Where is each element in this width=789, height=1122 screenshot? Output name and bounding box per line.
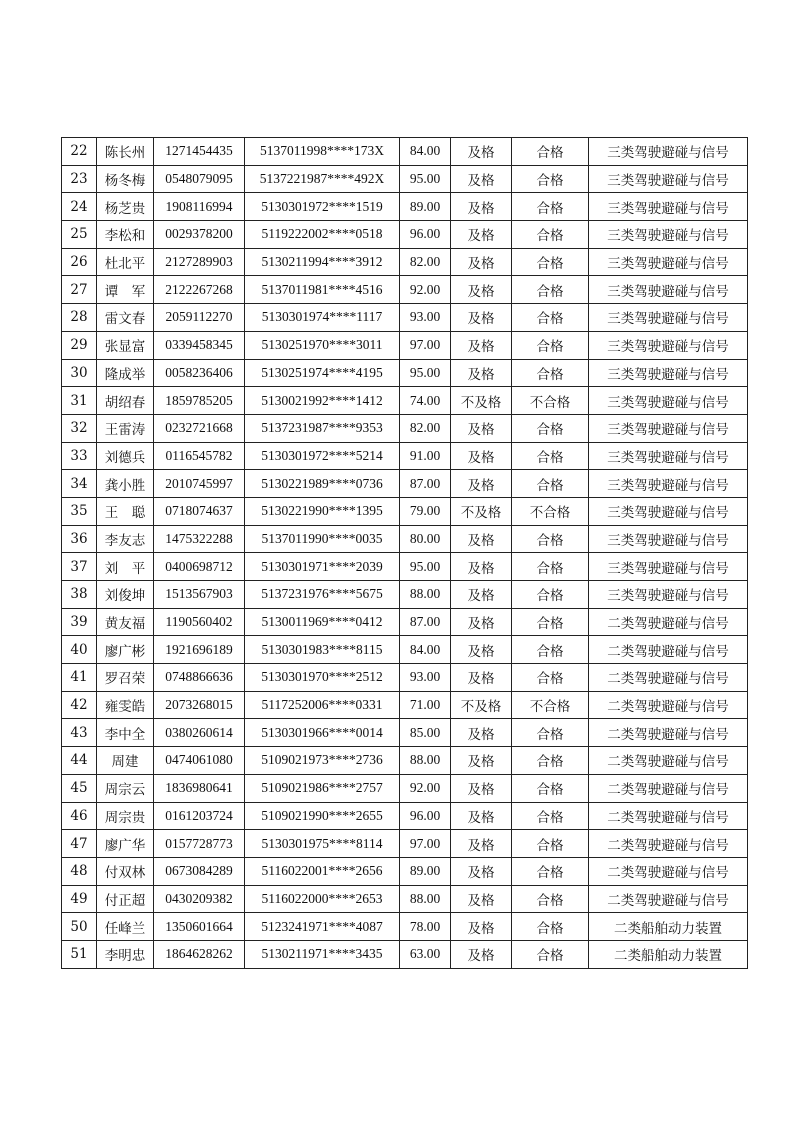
phone-cell: 2127289903 xyxy=(154,248,245,276)
subject-cell: 二类驾驶避碰与信号 xyxy=(589,857,748,885)
id-number-cell: 5130301970****2512 xyxy=(245,664,400,692)
exam-status-cell: 及格 xyxy=(451,774,512,802)
row-number: 37 xyxy=(62,553,97,581)
phone-cell: 0400698712 xyxy=(154,553,245,581)
score-cell: 71.00 xyxy=(400,691,451,719)
id-number-cell: 5137221987****492X xyxy=(245,165,400,193)
score-cell: 89.00 xyxy=(400,193,451,221)
phone-cell: 1836980641 xyxy=(154,774,245,802)
subject-cell: 三类驾驶避碰与信号 xyxy=(589,387,748,415)
table-row xyxy=(62,248,748,276)
exam-status-cell: 及格 xyxy=(451,165,512,193)
name-cell: 周宗云 xyxy=(97,774,154,802)
phone-cell: 1513567903 xyxy=(154,581,245,609)
result-status-cell: 合格 xyxy=(512,553,589,581)
subject-cell: 三类驾驶避碰与信号 xyxy=(589,442,748,470)
score-cell: 84.00 xyxy=(400,138,451,166)
table-row xyxy=(62,664,748,692)
phone-cell: 1475322288 xyxy=(154,525,245,553)
row-number: 38 xyxy=(62,581,97,609)
table-row xyxy=(62,387,748,415)
row-number: 27 xyxy=(62,276,97,304)
subject-cell: 三类驾驶避碰与信号 xyxy=(589,248,748,276)
score-cell: 82.00 xyxy=(400,414,451,442)
id-number-cell: 5123241971****4087 xyxy=(245,913,400,941)
exam-status-cell: 及格 xyxy=(451,470,512,498)
exam-status-cell: 及格 xyxy=(451,747,512,775)
exam-status-cell: 及格 xyxy=(451,719,512,747)
result-status-cell: 合格 xyxy=(512,940,589,968)
score-cell: 88.00 xyxy=(400,885,451,913)
table-row xyxy=(62,940,748,968)
row-number: 48 xyxy=(62,857,97,885)
subject-cell: 三类驾驶避碰与信号 xyxy=(589,331,748,359)
phone-cell: 2010745997 xyxy=(154,470,245,498)
exam-status-cell: 及格 xyxy=(451,359,512,387)
score-cell: 92.00 xyxy=(400,774,451,802)
score-cell: 82.00 xyxy=(400,248,451,276)
subject-cell: 三类驾驶避碰与信号 xyxy=(589,470,748,498)
name-cell: 陈长州 xyxy=(97,138,154,166)
table-row xyxy=(62,193,748,221)
result-status-cell: 合格 xyxy=(512,857,589,885)
score-cell: 88.00 xyxy=(400,581,451,609)
result-status-cell: 合格 xyxy=(512,414,589,442)
table-row xyxy=(62,470,748,498)
exam-status-cell: 及格 xyxy=(451,581,512,609)
score-cell: 79.00 xyxy=(400,497,451,525)
row-number: 44 xyxy=(62,747,97,775)
phone-cell: 0548079095 xyxy=(154,165,245,193)
subject-cell: 二类驾驶避碰与信号 xyxy=(589,608,748,636)
name-cell: 龚小胜 xyxy=(97,470,154,498)
name-cell: 周建 xyxy=(97,747,154,775)
score-cell: 97.00 xyxy=(400,830,451,858)
results-table-body xyxy=(62,138,748,969)
id-number-cell: 5130301972****5214 xyxy=(245,442,400,470)
result-status-cell: 合格 xyxy=(512,747,589,775)
row-number: 34 xyxy=(62,470,97,498)
phone-cell: 1271454435 xyxy=(154,138,245,166)
table-row xyxy=(62,276,748,304)
score-cell: 87.00 xyxy=(400,608,451,636)
id-number-cell: 5137011981****4516 xyxy=(245,276,400,304)
row-number: 25 xyxy=(62,221,97,249)
row-number: 50 xyxy=(62,913,97,941)
table-row xyxy=(62,913,748,941)
name-cell: 杜北平 xyxy=(97,248,154,276)
score-cell: 78.00 xyxy=(400,913,451,941)
exam-status-cell: 及格 xyxy=(451,940,512,968)
subject-cell: 二类驾驶避碰与信号 xyxy=(589,802,748,830)
exam-status-cell: 及格 xyxy=(451,442,512,470)
name-cell: 刘 平 xyxy=(97,553,154,581)
phone-cell: 1921696189 xyxy=(154,636,245,664)
subject-cell: 二类驾驶避碰与信号 xyxy=(589,691,748,719)
result-status-cell: 合格 xyxy=(512,802,589,830)
table-row xyxy=(62,331,748,359)
id-number-cell: 5130211994****3912 xyxy=(245,248,400,276)
subject-cell: 三类驾驶避碰与信号 xyxy=(589,138,748,166)
row-number: 29 xyxy=(62,331,97,359)
table-row xyxy=(62,138,748,166)
row-number: 35 xyxy=(62,497,97,525)
id-number-cell: 5109021986****2757 xyxy=(245,774,400,802)
exam-status-cell: 及格 xyxy=(451,138,512,166)
name-cell: 隆成举 xyxy=(97,359,154,387)
score-cell: 89.00 xyxy=(400,857,451,885)
phone-cell: 1859785205 xyxy=(154,387,245,415)
row-number: 45 xyxy=(62,774,97,802)
row-number: 43 xyxy=(62,719,97,747)
row-number: 42 xyxy=(62,691,97,719)
result-status-cell: 合格 xyxy=(512,331,589,359)
id-number-cell: 5137231976****5675 xyxy=(245,581,400,609)
name-cell: 任峰兰 xyxy=(97,913,154,941)
name-cell: 李明忠 xyxy=(97,940,154,968)
score-cell: 63.00 xyxy=(400,940,451,968)
exam-status-cell: 不及格 xyxy=(451,387,512,415)
result-status-cell: 合格 xyxy=(512,165,589,193)
result-status-cell: 合格 xyxy=(512,138,589,166)
name-cell: 谭 军 xyxy=(97,276,154,304)
id-number-cell: 5130211971****3435 xyxy=(245,940,400,968)
row-number: 40 xyxy=(62,636,97,664)
table-row xyxy=(62,221,748,249)
table-row xyxy=(62,359,748,387)
document-page xyxy=(61,137,747,969)
row-number: 46 xyxy=(62,802,97,830)
phone-cell: 0474061080 xyxy=(154,747,245,775)
id-number-cell: 5130021992****1412 xyxy=(245,387,400,415)
name-cell: 罗召荣 xyxy=(97,664,154,692)
result-status-cell: 合格 xyxy=(512,248,589,276)
subject-cell: 三类驾驶避碰与信号 xyxy=(589,276,748,304)
subject-cell: 二类驾驶避碰与信号 xyxy=(589,885,748,913)
subject-cell: 二类船舶动力装置 xyxy=(589,913,748,941)
table-row xyxy=(62,857,748,885)
exam-status-cell: 不及格 xyxy=(451,691,512,719)
score-cell: 80.00 xyxy=(400,525,451,553)
table-row xyxy=(62,497,748,525)
table-row xyxy=(62,636,748,664)
score-cell: 85.00 xyxy=(400,719,451,747)
subject-cell: 二类驾驶避碰与信号 xyxy=(589,719,748,747)
score-cell: 96.00 xyxy=(400,221,451,249)
score-cell: 95.00 xyxy=(400,359,451,387)
subject-cell: 三类驾驶避碰与信号 xyxy=(589,193,748,221)
id-number-cell: 5116022000****2653 xyxy=(245,885,400,913)
table-row xyxy=(62,553,748,581)
table-row xyxy=(62,581,748,609)
id-number-cell: 5137011998****173X xyxy=(245,138,400,166)
name-cell: 胡绍春 xyxy=(97,387,154,415)
phone-cell: 0748866636 xyxy=(154,664,245,692)
name-cell: 廖广华 xyxy=(97,830,154,858)
result-status-cell: 合格 xyxy=(512,774,589,802)
table-row xyxy=(62,304,748,332)
exam-status-cell: 及格 xyxy=(451,304,512,332)
row-number: 39 xyxy=(62,608,97,636)
id-number-cell: 5130301974****1117 xyxy=(245,304,400,332)
result-status-cell: 不合格 xyxy=(512,387,589,415)
name-cell: 付双林 xyxy=(97,857,154,885)
table-row xyxy=(62,747,748,775)
phone-cell: 2073268015 xyxy=(154,691,245,719)
name-cell: 刘德兵 xyxy=(97,442,154,470)
result-status-cell: 合格 xyxy=(512,221,589,249)
score-cell: 74.00 xyxy=(400,387,451,415)
name-cell: 杨冬梅 xyxy=(97,165,154,193)
id-number-cell: 5116022001****2656 xyxy=(245,857,400,885)
row-number: 47 xyxy=(62,830,97,858)
subject-cell: 三类驾驶避碰与信号 xyxy=(589,581,748,609)
row-number: 31 xyxy=(62,387,97,415)
name-cell: 黄友福 xyxy=(97,608,154,636)
exam-status-cell: 及格 xyxy=(451,664,512,692)
phone-cell: 0718074637 xyxy=(154,497,245,525)
result-status-cell: 合格 xyxy=(512,608,589,636)
result-status-cell: 不合格 xyxy=(512,691,589,719)
exam-status-cell: 及格 xyxy=(451,885,512,913)
result-status-cell: 合格 xyxy=(512,664,589,692)
result-status-cell: 合格 xyxy=(512,359,589,387)
phone-cell: 0029378200 xyxy=(154,221,245,249)
phone-cell: 0116545782 xyxy=(154,442,245,470)
subject-cell: 二类船舶动力装置 xyxy=(589,940,748,968)
result-status-cell: 合格 xyxy=(512,636,589,664)
subject-cell: 二类驾驶避碰与信号 xyxy=(589,636,748,664)
exam-status-cell: 及格 xyxy=(451,525,512,553)
exam-status-cell: 及格 xyxy=(451,913,512,941)
id-number-cell: 5130221990****1395 xyxy=(245,497,400,525)
name-cell: 李中全 xyxy=(97,719,154,747)
table-row xyxy=(62,719,748,747)
name-cell: 雍雯皓 xyxy=(97,691,154,719)
row-number: 49 xyxy=(62,885,97,913)
score-cell: 92.00 xyxy=(400,276,451,304)
exam-status-cell: 及格 xyxy=(451,248,512,276)
score-cell: 95.00 xyxy=(400,165,451,193)
table-row xyxy=(62,442,748,470)
phone-cell: 2059112270 xyxy=(154,304,245,332)
phone-cell: 1908116994 xyxy=(154,193,245,221)
subject-cell: 二类驾驶避碰与信号 xyxy=(589,830,748,858)
exam-status-cell: 不及格 xyxy=(451,497,512,525)
row-number: 28 xyxy=(62,304,97,332)
exam-status-cell: 及格 xyxy=(451,608,512,636)
table-row xyxy=(62,608,748,636)
exam-status-cell: 及格 xyxy=(451,830,512,858)
exam-status-cell: 及格 xyxy=(451,331,512,359)
id-number-cell: 5137011990****0035 xyxy=(245,525,400,553)
phone-cell: 0339458345 xyxy=(154,331,245,359)
id-number-cell: 5130251970****3011 xyxy=(245,331,400,359)
result-status-cell: 合格 xyxy=(512,719,589,747)
row-number: 24 xyxy=(62,193,97,221)
name-cell: 周宗贵 xyxy=(97,802,154,830)
id-number-cell: 5117252006****0331 xyxy=(245,691,400,719)
table-row xyxy=(62,802,748,830)
exam-status-cell: 及格 xyxy=(451,857,512,885)
table-row xyxy=(62,830,748,858)
name-cell: 杨芝贵 xyxy=(97,193,154,221)
row-number: 23 xyxy=(62,165,97,193)
row-number: 51 xyxy=(62,940,97,968)
table-row xyxy=(62,691,748,719)
id-number-cell: 5109021973****2736 xyxy=(245,747,400,775)
subject-cell: 三类驾驶避碰与信号 xyxy=(589,414,748,442)
phone-cell: 0232721668 xyxy=(154,414,245,442)
name-cell: 雷文春 xyxy=(97,304,154,332)
score-cell: 93.00 xyxy=(400,664,451,692)
row-number: 30 xyxy=(62,359,97,387)
result-status-cell: 合格 xyxy=(512,276,589,304)
result-status-cell: 合格 xyxy=(512,442,589,470)
id-number-cell: 5130301966****0014 xyxy=(245,719,400,747)
score-cell: 97.00 xyxy=(400,331,451,359)
phone-cell: 2122267268 xyxy=(154,276,245,304)
exam-status-cell: 及格 xyxy=(451,193,512,221)
table-row xyxy=(62,885,748,913)
result-status-cell: 合格 xyxy=(512,913,589,941)
table-row xyxy=(62,165,748,193)
score-cell: 84.00 xyxy=(400,636,451,664)
result-status-cell: 合格 xyxy=(512,193,589,221)
name-cell: 廖广彬 xyxy=(97,636,154,664)
id-number-cell: 5130251974****4195 xyxy=(245,359,400,387)
phone-cell: 1864628262 xyxy=(154,940,245,968)
score-cell: 91.00 xyxy=(400,442,451,470)
table-row xyxy=(62,414,748,442)
id-number-cell: 5130011969****0412 xyxy=(245,608,400,636)
subject-cell: 二类驾驶避碰与信号 xyxy=(589,747,748,775)
exam-status-cell: 及格 xyxy=(451,276,512,304)
exam-status-cell: 及格 xyxy=(451,553,512,581)
result-status-cell: 合格 xyxy=(512,525,589,553)
name-cell: 李松和 xyxy=(97,221,154,249)
name-cell: 李友志 xyxy=(97,525,154,553)
name-cell: 付正超 xyxy=(97,885,154,913)
id-number-cell: 5130301971****2039 xyxy=(245,553,400,581)
subject-cell: 三类驾驶避碰与信号 xyxy=(589,497,748,525)
row-number: 33 xyxy=(62,442,97,470)
name-cell: 刘俊坤 xyxy=(97,581,154,609)
row-number: 41 xyxy=(62,664,97,692)
id-number-cell: 5109021990****2655 xyxy=(245,802,400,830)
id-number-cell: 5137231987****9353 xyxy=(245,414,400,442)
subject-cell: 二类驾驶避碰与信号 xyxy=(589,774,748,802)
phone-cell: 0673084289 xyxy=(154,857,245,885)
result-status-cell: 不合格 xyxy=(512,497,589,525)
row-number: 26 xyxy=(62,248,97,276)
subject-cell: 三类驾驶避碰与信号 xyxy=(589,359,748,387)
subject-cell: 二类驾驶避碰与信号 xyxy=(589,664,748,692)
id-number-cell: 5119222002****0518 xyxy=(245,221,400,249)
subject-cell: 三类驾驶避碰与信号 xyxy=(589,165,748,193)
result-status-cell: 合格 xyxy=(512,581,589,609)
exam-status-cell: 及格 xyxy=(451,802,512,830)
phone-cell: 1190560402 xyxy=(154,608,245,636)
name-cell: 王雷涛 xyxy=(97,414,154,442)
exam-status-cell: 及格 xyxy=(451,221,512,249)
score-cell: 88.00 xyxy=(400,747,451,775)
subject-cell: 三类驾驶避碰与信号 xyxy=(589,221,748,249)
name-cell: 张显富 xyxy=(97,331,154,359)
table-row xyxy=(62,525,748,553)
result-status-cell: 合格 xyxy=(512,304,589,332)
phone-cell: 0157728773 xyxy=(154,830,245,858)
id-number-cell: 5130301972****1519 xyxy=(245,193,400,221)
table-row xyxy=(62,774,748,802)
score-cell: 95.00 xyxy=(400,553,451,581)
id-number-cell: 5130221989****0736 xyxy=(245,470,400,498)
name-cell: 王 聪 xyxy=(97,497,154,525)
row-number: 22 xyxy=(62,138,97,166)
score-cell: 93.00 xyxy=(400,304,451,332)
row-number: 32 xyxy=(62,414,97,442)
subject-cell: 三类驾驶避碰与信号 xyxy=(589,525,748,553)
row-number: 36 xyxy=(62,525,97,553)
phone-cell: 0380260614 xyxy=(154,719,245,747)
phone-cell: 0161203724 xyxy=(154,802,245,830)
id-number-cell: 5130301975****8114 xyxy=(245,830,400,858)
score-cell: 96.00 xyxy=(400,802,451,830)
score-cell: 87.00 xyxy=(400,470,451,498)
phone-cell: 0430209382 xyxy=(154,885,245,913)
result-status-cell: 合格 xyxy=(512,885,589,913)
subject-cell: 三类驾驶避碰与信号 xyxy=(589,304,748,332)
exam-status-cell: 及格 xyxy=(451,414,512,442)
results-table xyxy=(61,137,748,969)
phone-cell: 0058236406 xyxy=(154,359,245,387)
phone-cell: 1350601664 xyxy=(154,913,245,941)
result-status-cell: 合格 xyxy=(512,470,589,498)
subject-cell: 三类驾驶避碰与信号 xyxy=(589,553,748,581)
id-number-cell: 5130301983****8115 xyxy=(245,636,400,664)
result-status-cell: 合格 xyxy=(512,830,589,858)
exam-status-cell: 及格 xyxy=(451,636,512,664)
